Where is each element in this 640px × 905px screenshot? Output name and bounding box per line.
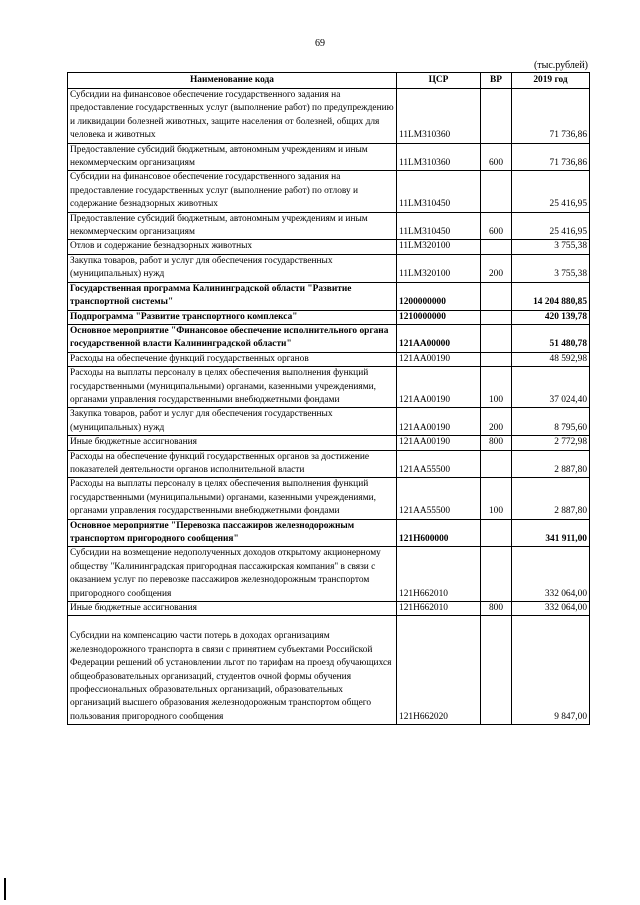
table-header-row: [68, 73, 590, 89]
row-vr: 100: [481, 367, 512, 408]
row-name: Субсидии на финансовое обеспечение государственного задания на предоставление государственных услуг (выполнение работ) по предупреждению и ликвидации болезней животных, защите населения от болезней, общих для человека и животных: [68, 89, 397, 144]
row-csr: 1200000000: [397, 282, 481, 310]
row-value: 71 736,86: [512, 89, 590, 144]
table-row: [68, 352, 590, 366]
table-row: [68, 367, 590, 408]
row-value: 2 887,80: [512, 450, 590, 478]
row-vr: [481, 519, 512, 547]
row-value: 48 592,98: [512, 352, 590, 366]
row-csr: 121АА55500: [397, 450, 481, 478]
row-name: Расходы на обеспечение функций государственных органов за достижение показателей деятельности органов исполнительной власти: [68, 450, 397, 478]
units-label: (тыс.рублей): [533, 60, 588, 71]
row-value: 51 480,78: [512, 324, 590, 352]
row-name: Расходы на выплаты персоналу в целях обеспечения выполнения функций государственными (муниципальными) органами, казенными учреждениями, органами управления государственными внебюджетными фондами: [68, 478, 397, 519]
row-value: 14 204 880,85: [512, 282, 590, 310]
row-name: Иные бюджетные ассигнования: [68, 602, 397, 616]
row-csr: 121АА00190: [397, 436, 481, 450]
table-row: [68, 602, 590, 616]
row-value: 25 416,95: [512, 212, 590, 240]
table-row: [68, 143, 590, 171]
row-vr: 200: [481, 408, 512, 436]
row-name: Субсидии на возмещение недополученных доходов открытому акционерному обществу "Калининградская пригородная пассажирская компания" в связи с оказанием услуг по перевозке пассажиров железнодорожным транспортом пригородного сообщения: [68, 547, 397, 602]
row-csr: 11LM320100: [397, 254, 481, 282]
row-name: Государственная программа Калининградской области "Развитие транспортной системы": [68, 282, 397, 310]
table-row: [68, 171, 590, 212]
row-vr: 600: [481, 143, 512, 171]
row-csr: 121АА55500: [397, 478, 481, 519]
table-row: [68, 616, 590, 725]
row-csr: 121АА00000: [397, 324, 481, 352]
row-value: 71 736,86: [512, 143, 590, 171]
row-csr: 121АА00190: [397, 367, 481, 408]
row-csr: 121Н662010: [397, 602, 481, 616]
table-row: [68, 282, 590, 310]
table-row: [68, 408, 590, 436]
row-vr: 800: [481, 602, 512, 616]
row-name: Закупка товаров, работ и услуг для обеспечения государственных (муниципальных) нужд: [68, 254, 397, 282]
row-csr: 121АА00190: [397, 408, 481, 436]
table-row: [68, 240, 590, 254]
row-name: Основное мероприятие "Финансовое обеспечение исполнительного органа государственной власти Калининградской области": [68, 324, 397, 352]
row-name: Предоставление субсидий бюджетным, автономным учреждениям и иным некоммерческим организациям: [68, 212, 397, 240]
row-csr: 121Н662010: [397, 547, 481, 602]
header-year: 2019 год: [512, 73, 590, 89]
row-value: 341 911,00: [512, 519, 590, 547]
row-value: 2 772,98: [512, 436, 590, 450]
row-value: 2 887,80: [512, 478, 590, 519]
table-row: [68, 436, 590, 450]
scan-edge-mark: [4, 878, 6, 900]
row-csr: 121Н600000: [397, 519, 481, 547]
row-vr: [481, 171, 512, 212]
table-row: [68, 89, 590, 144]
row-csr: 121АА00190: [397, 352, 481, 366]
row-vr: 800: [481, 436, 512, 450]
row-vr: [481, 310, 512, 324]
row-name: Субсидии на компенсацию части потерь в доходах организациям железнодорожного транспорта в связи с принятием субъектами Российской Федерации решений об установлении льгот по тарифам на проезд обучающихся общеобразовательных организаций, студентов очной формы обучения профессиональных образовательных организаций, образовательных организаций высшего образования железнодорожным транспортом общего пользования пригородного сообщения: [68, 616, 397, 725]
table-row: [68, 478, 590, 519]
row-vr: [481, 450, 512, 478]
row-value: 332 064,00: [512, 602, 590, 616]
row-csr: 11LM310450: [397, 171, 481, 212]
row-name: Субсидии на финансовое обеспечение государственного задания на предоставление государственных услуг (выполнение работ) по отлову и содержание безнадзорных животных: [68, 171, 397, 212]
row-csr: 1210000000: [397, 310, 481, 324]
row-vr: [481, 89, 512, 144]
header-vr: ВР: [481, 73, 512, 89]
row-vr: [481, 282, 512, 310]
row-name: Иные бюджетные ассигнования: [68, 436, 397, 450]
row-value: 3 755,38: [512, 254, 590, 282]
row-name: Основное мероприятие "Перевозка пассажиров железнодорожным транспортом пригородного сообщения": [68, 519, 397, 547]
row-vr: [481, 616, 512, 725]
table-row: [68, 324, 590, 352]
table-row: [68, 310, 590, 324]
row-csr: 11LM320100: [397, 240, 481, 254]
row-value: 8 795,60: [512, 408, 590, 436]
table-row: [68, 212, 590, 240]
row-vr: [481, 352, 512, 366]
table-row: [68, 450, 590, 478]
row-value: 420 139,78: [512, 310, 590, 324]
row-name: Предоставление субсидий бюджетным, автономным учреждениям и иным некоммерческим организациям: [68, 143, 397, 171]
row-name: Отлов и содержание безнадзорных животных: [68, 240, 397, 254]
row-name: Расходы на обеспечение функций государственных органов: [68, 352, 397, 366]
table-row: [68, 519, 590, 547]
row-name: Расходы на выплаты персоналу в целях обеспечения выполнения функций государственными (муниципальными) органами, казенными учреждениями, органами управления государственными внебюджетными фондами: [68, 367, 397, 408]
row-name: Закупка товаров, работ и услуг для обеспечения государственных (муниципальных) нужд: [68, 408, 397, 436]
page-number: 69: [315, 38, 325, 49]
row-csr: 11LM310360: [397, 89, 481, 144]
header-name: Наименование кода: [68, 73, 397, 89]
budget-table: [67, 72, 590, 725]
row-vr: 600: [481, 212, 512, 240]
row-value: 25 416,95: [512, 171, 590, 212]
row-value: 9 847,00: [512, 616, 590, 725]
row-name: Подпрограмма "Развитие транспортного комплекса": [68, 310, 397, 324]
row-vr: 100: [481, 478, 512, 519]
row-value: 3 755,38: [512, 240, 590, 254]
row-vr: [481, 324, 512, 352]
row-csr: 121Н662020: [397, 616, 481, 725]
row-vr: 200: [481, 254, 512, 282]
table-row: [68, 547, 590, 602]
row-vr: [481, 240, 512, 254]
row-csr: 11LM310360: [397, 143, 481, 171]
row-value: 37 024,40: [512, 367, 590, 408]
row-csr: 11LM310450: [397, 212, 481, 240]
row-vr: [481, 547, 512, 602]
header-csr: ЦСР: [397, 73, 481, 89]
table-row: [68, 254, 590, 282]
row-value: 332 064,00: [512, 547, 590, 602]
